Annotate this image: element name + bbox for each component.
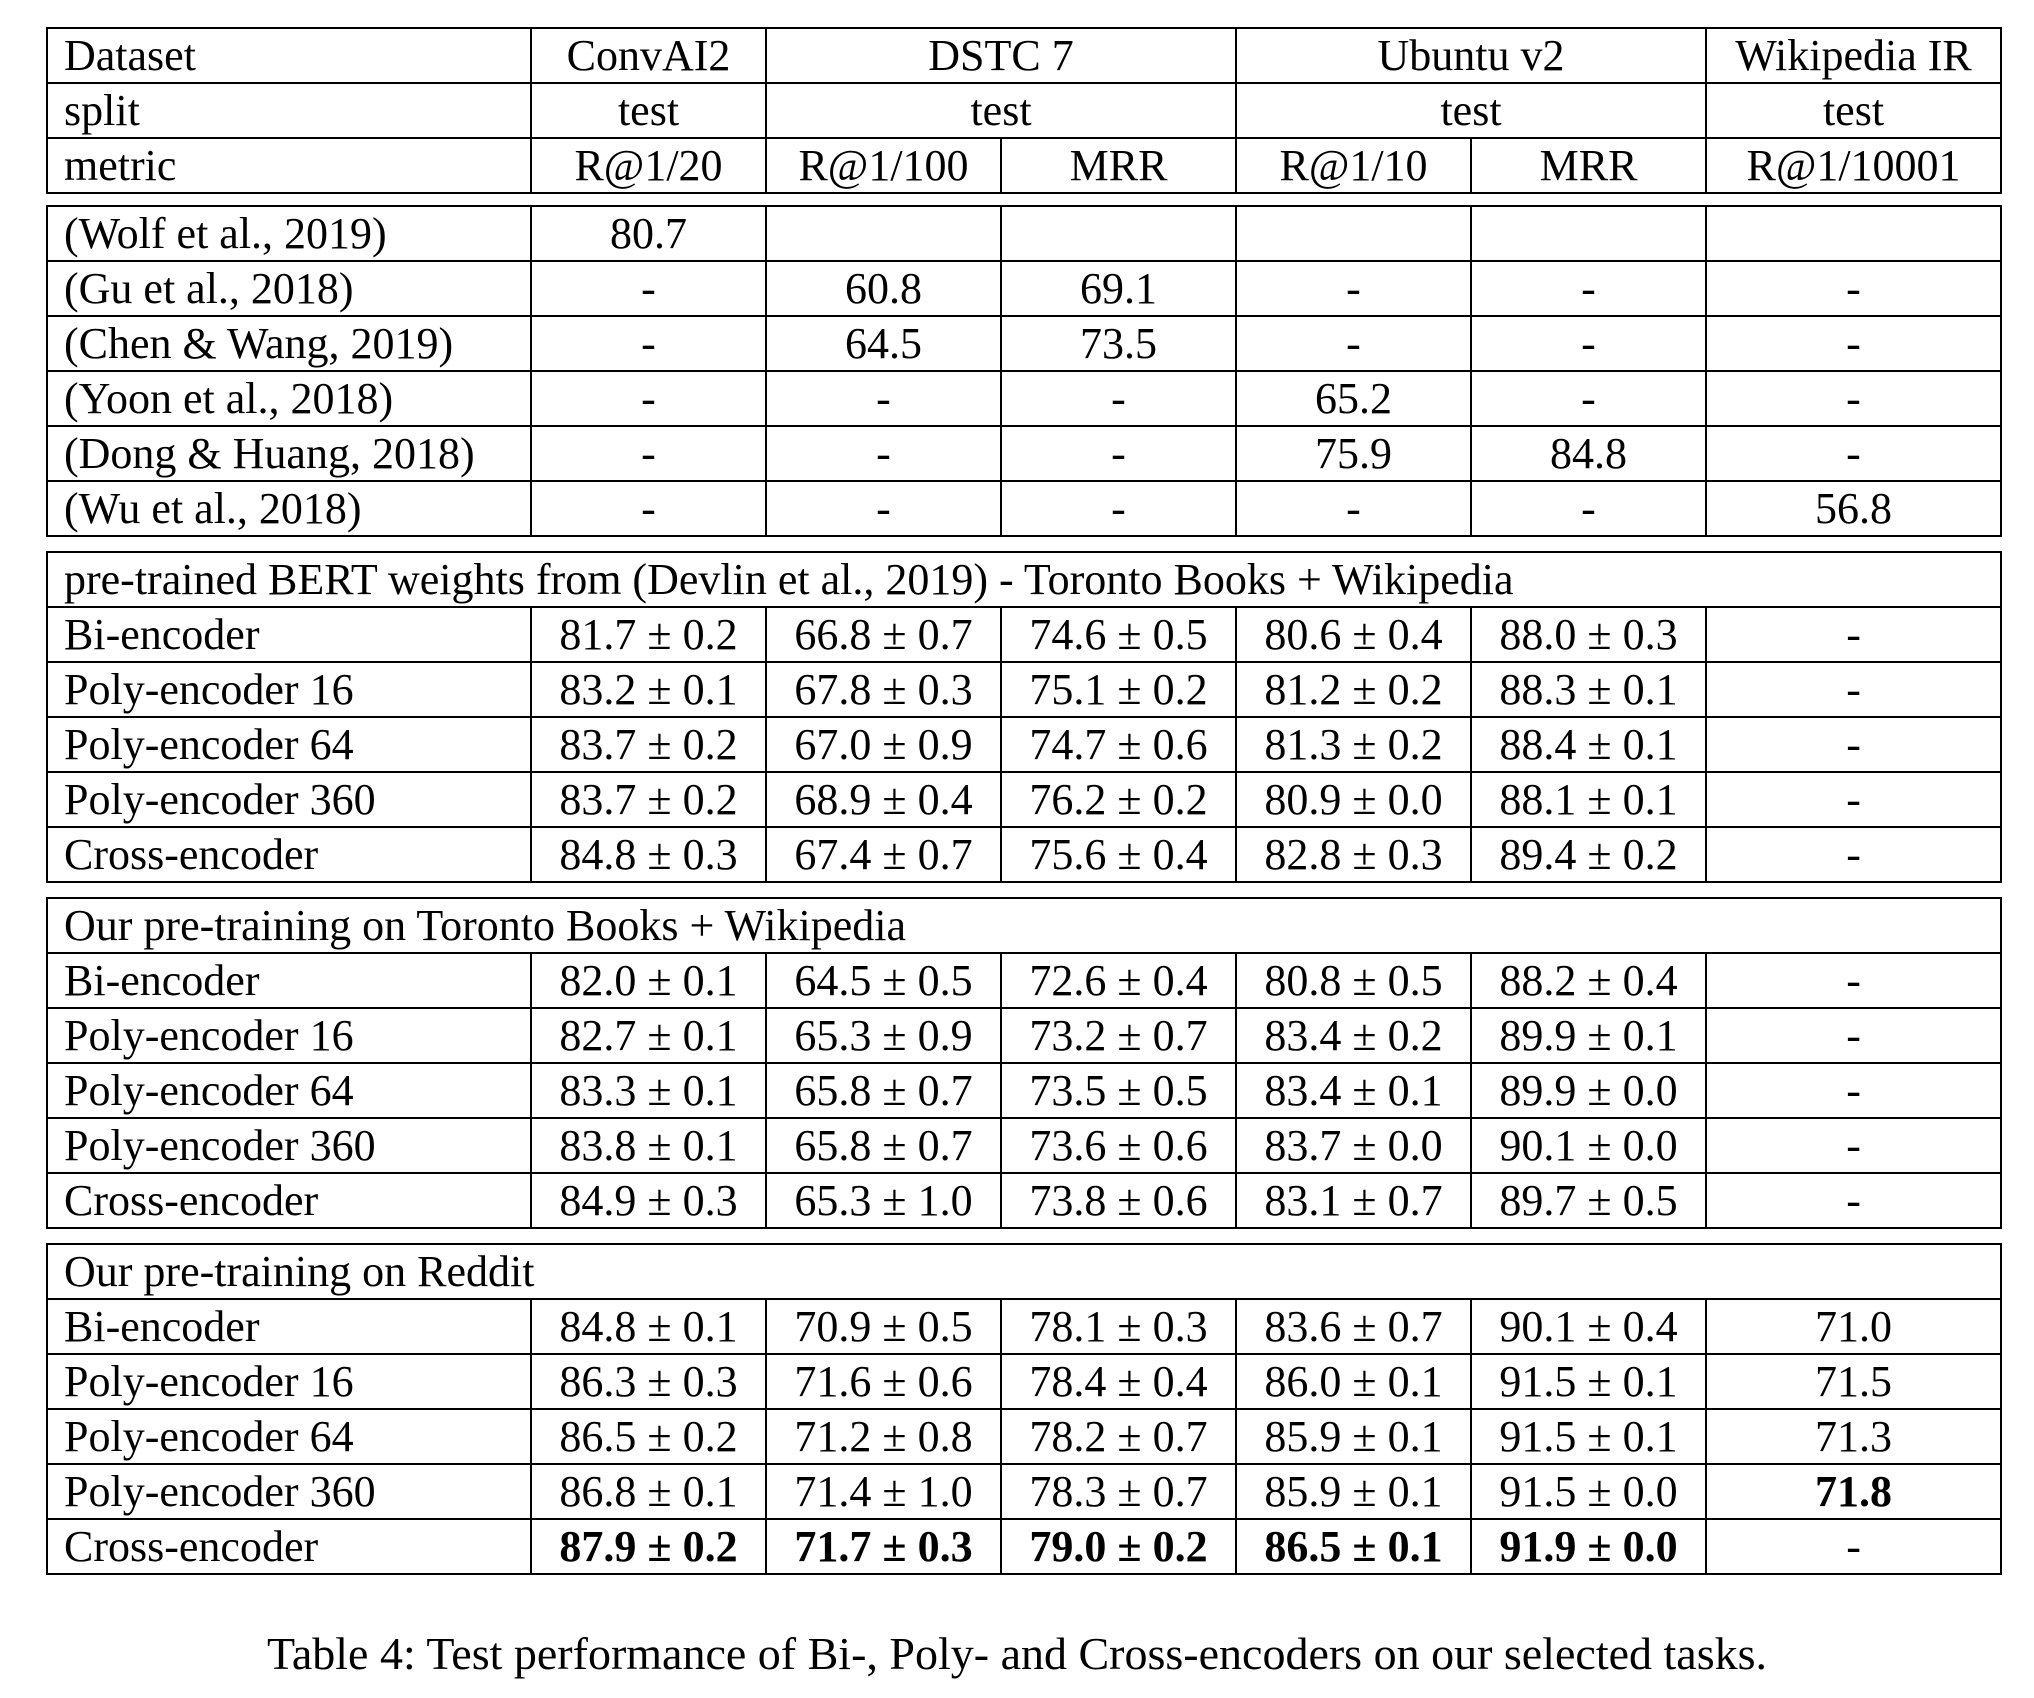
value-cell: 86.3 ± 0.3 bbox=[531, 1354, 766, 1409]
value-cell: 75.6 ± 0.4 bbox=[1001, 827, 1236, 882]
row-label: (Wolf et al., 2019) bbox=[47, 206, 531, 261]
section-table-our-pretraining-books bbox=[46, 897, 2002, 1229]
value-cell: 78.3 ± 0.7 bbox=[1001, 1464, 1236, 1519]
value-cell: 89.9 ± 0.0 bbox=[1471, 1063, 1706, 1118]
row-label: (Chen & Wang, 2019) bbox=[47, 316, 531, 371]
metric-cell: R@1/10 bbox=[1236, 138, 1471, 193]
model-label: Bi-encoder bbox=[47, 1299, 531, 1354]
value-cell: 91.5 ± 0.1 bbox=[1471, 1409, 1706, 1464]
row-label: (Wu et al., 2018) bbox=[47, 481, 531, 536]
value-cell: 88.4 ± 0.1 bbox=[1471, 717, 1706, 772]
model-label: Poly-encoder 16 bbox=[47, 1354, 531, 1409]
value-cell: 74.7 ± 0.6 bbox=[1001, 717, 1236, 772]
value-cell: 91.5 ± 0.1 bbox=[1471, 1354, 1706, 1409]
model-label: Bi-encoder bbox=[47, 953, 531, 1008]
section-title: Our pre-training on Reddit bbox=[47, 1244, 2001, 1299]
value-cell: - bbox=[1001, 371, 1236, 426]
model-label: Poly-encoder 64 bbox=[47, 1063, 531, 1118]
value-cell: - bbox=[531, 426, 766, 481]
model-row bbox=[47, 1464, 2001, 1519]
value-cell: - bbox=[1471, 316, 1706, 371]
value-cell: 91.5 ± 0.0 bbox=[1471, 1464, 1706, 1519]
value-cell: 65.8 ± 0.7 bbox=[766, 1118, 1001, 1173]
split-label: split bbox=[47, 83, 531, 138]
value-cell: - bbox=[1706, 662, 2001, 717]
value-cell bbox=[1236, 206, 1471, 261]
value-cell: - bbox=[1706, 717, 2001, 772]
split-dstc7: test bbox=[766, 83, 1236, 138]
value-cell: 89.4 ± 0.2 bbox=[1471, 827, 1706, 882]
model-label: Poly-encoder 64 bbox=[47, 717, 531, 772]
value-cell: - bbox=[1236, 261, 1471, 316]
value-cell: 75.9 bbox=[1236, 426, 1471, 481]
row-label: (Gu et al., 2018) bbox=[47, 261, 531, 316]
table-caption: Table 4: Test performance of Bi-, Poly- and Cross-encoders on our selected tasks. bbox=[266, 1628, 1768, 1679]
section-header-row bbox=[47, 552, 2001, 607]
value-cell bbox=[1001, 206, 1236, 261]
value-cell: 88.3 ± 0.1 bbox=[1471, 662, 1706, 717]
model-label: Cross-encoder bbox=[47, 827, 531, 882]
value-cell: - bbox=[1001, 481, 1236, 536]
value-cell: 78.1 ± 0.3 bbox=[1001, 1299, 1236, 1354]
value-cell: 83.6 ± 0.7 bbox=[1236, 1299, 1471, 1354]
value-cell: 83.4 ± 0.2 bbox=[1236, 1008, 1471, 1063]
model-label: Poly-encoder 16 bbox=[47, 662, 531, 717]
model-row bbox=[47, 772, 2001, 827]
value-cell: - bbox=[1706, 426, 2001, 481]
value-cell: 87.9 ± 0.2 bbox=[531, 1519, 766, 1574]
value-cell: 88.1 ± 0.1 bbox=[1471, 772, 1706, 827]
value-cell: 71.6 ± 0.6 bbox=[766, 1354, 1001, 1409]
value-cell: 80.9 ± 0.0 bbox=[1236, 772, 1471, 827]
value-cell: 74.6 ± 0.5 bbox=[1001, 607, 1236, 662]
value-cell: - bbox=[1236, 481, 1471, 536]
value-cell: 65.3 ± 1.0 bbox=[766, 1173, 1001, 1228]
value-cell: 71.7 ± 0.3 bbox=[766, 1519, 1001, 1574]
value-cell: 81.3 ± 0.2 bbox=[1236, 717, 1471, 772]
value-cell: - bbox=[1706, 1519, 2001, 1574]
value-cell: - bbox=[531, 316, 766, 371]
model-label: Poly-encoder 64 bbox=[47, 1409, 531, 1464]
value-cell: 78.4 ± 0.4 bbox=[1001, 1354, 1236, 1409]
value-cell: 71.0 bbox=[1706, 1299, 2001, 1354]
row-label: (Yoon et al., 2018) bbox=[47, 371, 531, 426]
value-cell: 83.7 ± 0.2 bbox=[531, 772, 766, 827]
value-cell: 84.8 ± 0.1 bbox=[531, 1299, 766, 1354]
value-cell bbox=[766, 206, 1001, 261]
value-cell: 81.7 ± 0.2 bbox=[531, 607, 766, 662]
value-cell: 66.8 ± 0.7 bbox=[766, 607, 1001, 662]
row-label: (Dong & Huang, 2018) bbox=[47, 426, 531, 481]
value-cell: - bbox=[1471, 261, 1706, 316]
dataset-wikipedia-ir: Wikipedia IR bbox=[1706, 28, 2001, 83]
model-label: Poly-encoder 16 bbox=[47, 1008, 531, 1063]
value-cell: 86.0 ± 0.1 bbox=[1236, 1354, 1471, 1409]
value-cell: - bbox=[1001, 426, 1236, 481]
value-cell bbox=[1706, 206, 2001, 261]
value-cell: 83.7 ± 0.2 bbox=[531, 717, 766, 772]
split-ubuntu: test bbox=[1236, 83, 1706, 138]
value-cell: - bbox=[531, 371, 766, 426]
value-cell: 73.5 bbox=[1001, 316, 1236, 371]
value-cell: 83.1 ± 0.7 bbox=[1236, 1173, 1471, 1228]
value-cell: 83.3 ± 0.1 bbox=[531, 1063, 766, 1118]
baseline-row bbox=[47, 371, 2001, 426]
value-cell: - bbox=[531, 481, 766, 536]
value-cell: 64.5 bbox=[766, 316, 1001, 371]
value-cell: 80.8 ± 0.5 bbox=[1236, 953, 1471, 1008]
model-label: Poly-encoder 360 bbox=[47, 1464, 531, 1519]
value-cell: 71.3 bbox=[1706, 1409, 2001, 1464]
value-cell: 73.6 ± 0.6 bbox=[1001, 1118, 1236, 1173]
value-cell: 88.0 ± 0.3 bbox=[1471, 607, 1706, 662]
value-cell bbox=[1471, 206, 1706, 261]
value-cell: 73.5 ± 0.5 bbox=[1001, 1063, 1236, 1118]
baseline-row bbox=[47, 316, 2001, 371]
model-row bbox=[47, 607, 2001, 662]
value-cell: 86.5 ± 0.1 bbox=[1236, 1519, 1471, 1574]
value-cell: 85.9 ± 0.1 bbox=[1236, 1409, 1471, 1464]
value-cell: 86.5 ± 0.2 bbox=[531, 1409, 766, 1464]
value-cell: 67.0 ± 0.9 bbox=[766, 717, 1001, 772]
value-cell: - bbox=[766, 481, 1001, 536]
section-title: Our pre-training on Toronto Books + Wikipedia bbox=[47, 898, 2001, 953]
value-cell: 84.8 ± 0.3 bbox=[531, 827, 766, 882]
value-cell: 83.2 ± 0.1 bbox=[531, 662, 766, 717]
value-cell: 82.7 ± 0.1 bbox=[531, 1008, 766, 1063]
value-cell: - bbox=[1236, 316, 1471, 371]
value-cell: - bbox=[1471, 371, 1706, 426]
model-label: Poly-encoder 360 bbox=[47, 1118, 531, 1173]
value-cell: 88.2 ± 0.4 bbox=[1471, 953, 1706, 1008]
value-cell: 73.8 ± 0.6 bbox=[1001, 1173, 1236, 1228]
value-cell: - bbox=[531, 261, 766, 316]
model-row bbox=[47, 662, 2001, 717]
value-cell: 90.1 ± 0.4 bbox=[1471, 1299, 1706, 1354]
metric-cell: R@1/100 bbox=[766, 138, 1001, 193]
value-cell: 86.8 ± 0.1 bbox=[531, 1464, 766, 1519]
value-cell: 81.2 ± 0.2 bbox=[1236, 662, 1471, 717]
value-cell: 67.8 ± 0.3 bbox=[766, 662, 1001, 717]
section-header-row bbox=[47, 898, 2001, 953]
value-cell: - bbox=[766, 426, 1001, 481]
value-cell: 83.8 ± 0.1 bbox=[531, 1118, 766, 1173]
value-cell: 71.5 bbox=[1706, 1354, 2001, 1409]
value-cell: 82.0 ± 0.1 bbox=[531, 953, 766, 1008]
value-cell: - bbox=[1706, 953, 2001, 1008]
model-row bbox=[47, 1519, 2001, 1574]
value-cell: 67.4 ± 0.7 bbox=[766, 827, 1001, 882]
value-cell: 83.7 ± 0.0 bbox=[1236, 1118, 1471, 1173]
value-cell: 80.6 ± 0.4 bbox=[1236, 607, 1471, 662]
section-header-row bbox=[47, 1244, 2001, 1299]
value-cell: 71.8 bbox=[1706, 1464, 2001, 1519]
model-label: Poly-encoder 360 bbox=[47, 772, 531, 827]
value-cell: 73.2 ± 0.7 bbox=[1001, 1008, 1236, 1063]
split-wikipedia-ir: test bbox=[1706, 83, 2001, 138]
value-cell: 84.9 ± 0.3 bbox=[531, 1173, 766, 1228]
results-table-header bbox=[46, 27, 2002, 194]
metric-cell: MRR bbox=[1471, 138, 1706, 193]
value-cell: - bbox=[1706, 371, 2001, 426]
value-cell: 84.8 bbox=[1471, 426, 1706, 481]
value-cell: - bbox=[1706, 1173, 2001, 1228]
model-row bbox=[47, 1354, 2001, 1409]
value-cell: - bbox=[1706, 827, 2001, 882]
value-cell: - bbox=[1706, 1008, 2001, 1063]
value-cell: 65.3 ± 0.9 bbox=[766, 1008, 1001, 1063]
value-cell: 89.7 ± 0.5 bbox=[1471, 1173, 1706, 1228]
baselines-table bbox=[46, 205, 2002, 537]
value-cell: 56.8 bbox=[1706, 481, 2001, 536]
value-cell: 82.8 ± 0.3 bbox=[1236, 827, 1471, 882]
metric-label: metric bbox=[47, 138, 531, 193]
model-row bbox=[47, 953, 2001, 1008]
section-table-bert-weights bbox=[46, 551, 2002, 883]
baseline-row bbox=[47, 261, 2001, 316]
value-cell: - bbox=[1706, 316, 2001, 371]
value-cell: 69.1 bbox=[1001, 261, 1236, 316]
value-cell: 90.1 ± 0.0 bbox=[1471, 1118, 1706, 1173]
value-cell: 79.0 ± 0.2 bbox=[1001, 1519, 1236, 1574]
model-row bbox=[47, 1118, 2001, 1173]
value-cell: 60.8 bbox=[766, 261, 1001, 316]
value-cell: 75.1 ± 0.2 bbox=[1001, 662, 1236, 717]
dataset-label: Dataset bbox=[47, 28, 531, 83]
section-table-our-pretraining-reddit bbox=[46, 1243, 2002, 1575]
value-cell: 65.2 bbox=[1236, 371, 1471, 426]
value-cell: 76.2 ± 0.2 bbox=[1001, 772, 1236, 827]
section-title: pre-trained BERT weights from (Devlin et al., 2019) - Toronto Books + Wikipedia bbox=[47, 552, 2001, 607]
model-row bbox=[47, 1008, 2001, 1063]
value-cell: 68.9 ± 0.4 bbox=[766, 772, 1001, 827]
model-label: Cross-encoder bbox=[47, 1173, 531, 1228]
value-cell: - bbox=[1706, 261, 2001, 316]
baseline-row bbox=[47, 481, 2001, 536]
value-cell: 72.6 ± 0.4 bbox=[1001, 953, 1236, 1008]
header-row-split bbox=[47, 83, 2001, 138]
value-cell: - bbox=[1471, 481, 1706, 536]
value-cell: - bbox=[1706, 607, 2001, 662]
metric-cell: R@1/10001 bbox=[1706, 138, 2001, 193]
value-cell: 71.2 ± 0.8 bbox=[766, 1409, 1001, 1464]
model-row bbox=[47, 1299, 2001, 1354]
metric-cell: MRR bbox=[1001, 138, 1236, 193]
value-cell: - bbox=[1706, 1063, 2001, 1118]
value-cell: 78.2 ± 0.7 bbox=[1001, 1409, 1236, 1464]
header-row-metric bbox=[47, 138, 2001, 193]
dataset-convai2: ConvAI2 bbox=[531, 28, 766, 83]
baseline-row bbox=[47, 206, 2001, 261]
value-cell: 89.9 ± 0.1 bbox=[1471, 1008, 1706, 1063]
model-row bbox=[47, 717, 2001, 772]
value-cell: 91.9 ± 0.0 bbox=[1471, 1519, 1706, 1574]
value-cell: - bbox=[766, 371, 1001, 426]
header-row-dataset bbox=[47, 28, 2001, 83]
value-cell: 83.4 ± 0.1 bbox=[1236, 1063, 1471, 1118]
model-row bbox=[47, 1063, 2001, 1118]
split-convai2: test bbox=[531, 83, 766, 138]
value-cell: 65.8 ± 0.7 bbox=[766, 1063, 1001, 1118]
model-row bbox=[47, 1409, 2001, 1464]
value-cell: - bbox=[1706, 772, 2001, 827]
value-cell: 64.5 ± 0.5 bbox=[766, 953, 1001, 1008]
model-row bbox=[47, 827, 2001, 882]
value-cell: 71.4 ± 1.0 bbox=[766, 1464, 1001, 1519]
baseline-row bbox=[47, 426, 2001, 481]
value-cell: 80.7 bbox=[531, 206, 766, 261]
metric-cell: R@1/20 bbox=[531, 138, 766, 193]
dataset-dstc7: DSTC 7 bbox=[766, 28, 1236, 83]
model-row bbox=[47, 1173, 2001, 1228]
dataset-ubuntu: Ubuntu v2 bbox=[1236, 28, 1706, 83]
value-cell: 70.9 ± 0.5 bbox=[766, 1299, 1001, 1354]
model-label: Cross-encoder bbox=[47, 1519, 531, 1574]
value-cell: - bbox=[1706, 1118, 2001, 1173]
model-label: Bi-encoder bbox=[47, 607, 531, 662]
value-cell: 85.9 ± 0.1 bbox=[1236, 1464, 1471, 1519]
